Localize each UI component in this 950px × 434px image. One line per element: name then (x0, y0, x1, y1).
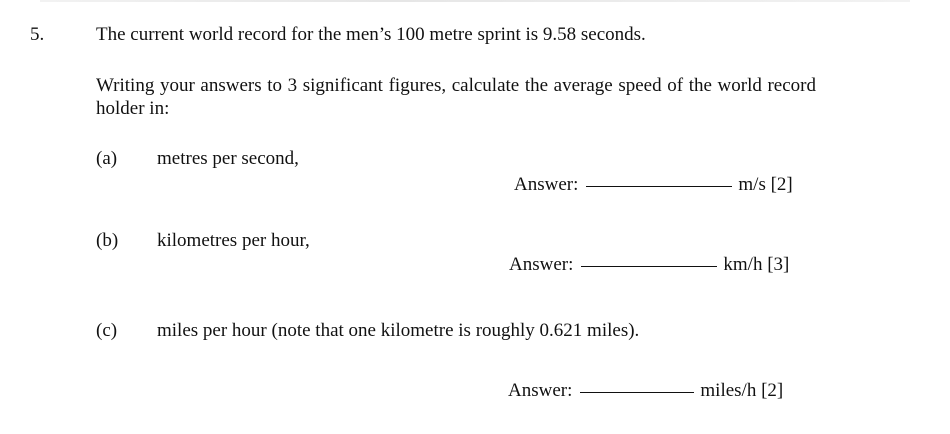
part-b-answer-row (509, 254, 789, 276)
part-c-text: miles per hour (note that one kilometre is roughly 0.621 miles). (157, 320, 640, 341)
part-c-answer-blank[interactable] (580, 392, 694, 393)
part-b-answer-label: Answer: (509, 254, 574, 275)
question-intro: Writing your answers to 3 significant figures, calculate the average speed of the world record holder in: (96, 75, 816, 119)
part-c-label: (c) (96, 320, 118, 341)
part-b-units: km/h [3] (723, 254, 790, 275)
part-c-answer-row (508, 380, 783, 402)
part-a-label: (a) (96, 148, 118, 169)
part-b-label: (b) (96, 230, 119, 251)
question-stem: The current world record for the men’s 100 metre sprint is 9.58 seconds. (96, 24, 646, 45)
part-b-answer-blank[interactable] (581, 266, 717, 267)
part-a-answer-row (514, 174, 793, 196)
part-a-answer-label: Answer: (514, 174, 579, 195)
part-a-answer-blank[interactable] (586, 186, 732, 187)
question-number: 5. (30, 24, 45, 45)
part-a-text: metres per second, (157, 148, 299, 169)
part-c-units: miles/h [2] (700, 380, 784, 401)
page-top-rule (40, 0, 910, 2)
part-c-answer-label: Answer: (508, 380, 573, 401)
part-a-units: m/s [2] (738, 174, 793, 195)
part-b-text: kilometres per hour, (157, 230, 310, 251)
